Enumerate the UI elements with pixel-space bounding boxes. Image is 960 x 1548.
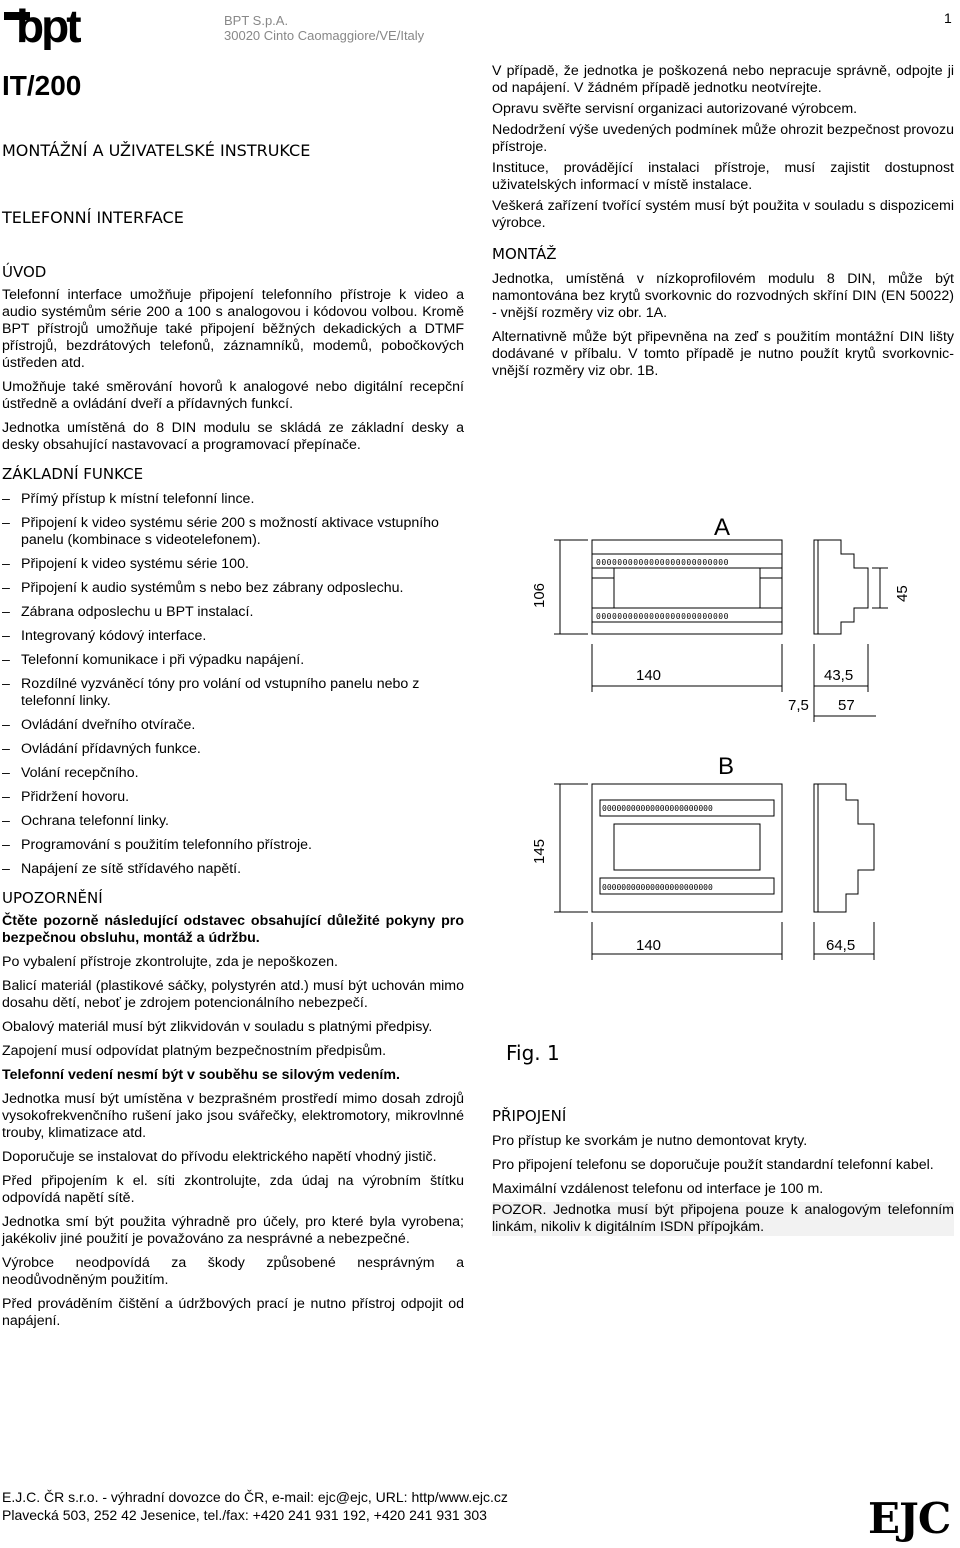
intro-paragraph: Jednotka umístěná do 8 DIN modulu se skládá ze základní desky a desky obsahující nastavovací a programovací přepínače. (2, 420, 464, 453)
dim-b-height: 145 (531, 838, 548, 864)
page-number: 1 (944, 10, 952, 26)
warning-paragraph: Jednotka smí být použita výhradně pro účely, pro které byla vyrobena; jakékoliv jiné použití je považováno za nesprávné a nebezpečné. (2, 1214, 464, 1247)
doc-title: MONTÁŽNÍ A UŽIVATELSKÉ INSTRUKCE (2, 141, 311, 160)
list-item: – Programování s použitím telefonního přístroje. (2, 837, 464, 854)
warning-paragraph: Před prováděním čištění a údržbových prací je nutno přístroj odpojit od napájení. (2, 1296, 464, 1329)
list-item: – Připojení k audio systémům s nebo bez zábrany odposlechu. (2, 580, 464, 597)
right-paragraph: Veškerá zařízení tvořící systém musí být použita v souladu s dispozicemi výrobce. (492, 198, 954, 231)
product-code: IT/200 (2, 70, 82, 101)
right-paragraph: Instituce, provádějící instalaci přístroje, musí zajistit dostupnost uživatelských informací v místě instalace. (492, 160, 954, 193)
connection-section (492, 1108, 954, 1243)
ejc-logo: EJC (868, 1494, 951, 1543)
functions-list (2, 491, 464, 878)
list-item: – Ovládání dveřního otvírače. (2, 717, 464, 734)
a-center-module (614, 568, 760, 608)
b-center-module (614, 824, 760, 870)
mounting-heading: MONTÁŽ (492, 245, 557, 263)
bpt-logo (2, 2, 102, 50)
connection-paragraph: Pro přístup ke svorkám je nutno demontovat kryty. (492, 1133, 808, 1149)
list-item: – Připojení k video systému série 200 s možností aktivace vstupního panelu (kombinace s videotelefonem). (2, 515, 464, 549)
a-dimensions (554, 540, 888, 722)
intro-paragraph: Telefonní interface umožňuje připojení telefonního přístroje k video a audio systémům série 200 a 100 s analogovou i kódovou volbou. Kromě BPT přístrojů umožňuje také připojení běžných dekadických a DTMF přístrojů, bezdrátových telefonů, záznamníků, modemů, pobočkových ústředen atd. (2, 287, 464, 371)
svg-text:0000000000000000000000000: 0000000000000000000000000 (596, 558, 729, 567)
list-item: – Rozdílné vyzváněcí tóny pro volání od vstupního panelu nebo z telefonní linky. (2, 676, 464, 710)
mounting-paragraph: Alternativně může být připevněna na zeď s použitím montážní DIN lišty dodávané v příbalu. V tomto případě je nutno použít krytů svorkovnic- vnější rozměry viz obr. 1B. (492, 329, 954, 379)
warning-paragraph: Jednotka musí být umístěna v bezprašném prostředí mimo dosah zdrojů vysokofrekvenčního rušení jako jsou svářečky, elektromotory, mikrovlnné trouby, klimatizace atd. (2, 1091, 464, 1141)
right-column-top (492, 63, 954, 387)
list-item: – Přidržení hovoru. (2, 789, 464, 806)
list-item: – Volání recepčního. (2, 765, 464, 782)
dim-rail-offset: 7,5 (788, 697, 809, 714)
left-column (2, 264, 464, 1337)
svg-text:0000000000000000000000000: 0000000000000000000000000 (596, 612, 729, 621)
list-item: – Ochrana telefonní linky. (2, 813, 464, 830)
connection-paragraph: Pro připojení telefonu se doporučuje použít standardní telefonní kabel. (492, 1157, 934, 1173)
right-paragraph: V případě, že jednotka je poškozená nebo nepracuje správně, odpojte ji od napájení. V žádném případě jednotku neotvírejte. (492, 63, 954, 96)
dim-b-depth: 64,5 (826, 937, 856, 954)
warning-paragraph: Po vybalení přístroje zkontrolujte, zda je nepoškozen. (2, 954, 338, 970)
intro-heading: ÚVOD (2, 263, 47, 281)
list-item: – Telefonní komunikace i při výpadku napájení. (2, 652, 464, 669)
figure-drawing (496, 440, 956, 1080)
company-address: 30020 Cinto Caomaggiore/VE/Italy (224, 28, 425, 43)
footer-line-2: Plavecká 503, 252 42 Jesenice, tel./fax: +420 241 931 192, +420 241 931 303 (2, 1507, 487, 1523)
footer-line-1: E.J.C. ČR s.r.o. - výhradní dovozce do ČR, e-mail: ejc@ejc, URL: http/www.ejc.cz (2, 1489, 508, 1505)
figure-b-side (814, 784, 874, 912)
dim-a-width: 140 (636, 667, 662, 684)
dim-b-width: 140 (636, 937, 662, 954)
right-paragraph: Opravu svěřte servisní organizaci autorizované výrobcem. (492, 101, 858, 117)
warning-paragraph: Obalový materiál musí být zlikvidován v souladu s platnými předpisy. (2, 1019, 433, 1035)
connection-warning: POZOR. Jednotka musí být připojena pouze k analogovým telefonním linkám, nikoliv k digitálním ISDN přípojkám. (492, 1202, 954, 1235)
warning-paragraph: Před připojením k el. síti zkontrolujte, zda údaj na výrobním štítku odpovídá napětí sítě. (2, 1173, 464, 1206)
warning-bold-line: Telefonní vedení nesmí být v souběhu se silovým vedením. (2, 1067, 400, 1083)
b-terminal-dots (602, 804, 713, 892)
mounting-paragraph: Jednotka, umístěná v nízkoprofilovém modulu 8 DIN, může být namontována bez krytů svorkovnic do rozvodných skříní DIN (EN 50022) - vnější rozměry viz obr. 1A. (492, 271, 954, 321)
connection-paragraph: Maximální vzdálenost telefonu od interface je 100 m. (492, 1181, 824, 1197)
svg-text:00000000000000000000000: 00000000000000000000000 (602, 804, 713, 813)
warning-paragraph: Balicí materiál (plastikové sáčky, polystyrén atd.) musí být uchován mimo dosahu dětí, neboť je zdrojem potencionálního nebezpečí. (2, 978, 464, 1011)
right-paragraph: Nedodržení výše uvedených podmínek může ohrozit bezpečnost provozu přístroje. (492, 122, 954, 155)
label-b: B (718, 753, 735, 780)
list-item: – Zábrana odposlechu u BPT instalací. (2, 604, 464, 621)
a-terminal-dots (596, 558, 729, 621)
warning-heading: UPOZORNĚNÍ (2, 889, 103, 907)
dim-a-height: 106 (531, 582, 548, 608)
warning-lead: Čtěte pozorně následující odstavec obsahující důležité pokyny pro bezpečnou obsluhu, montáž a údržbu. (2, 913, 464, 946)
label-a: A (714, 514, 731, 541)
figure-caption: Fig. 1 (506, 1041, 560, 1065)
logo-text: bpt (16, 2, 79, 50)
connection-heading: PŘIPOJENÍ (492, 1107, 567, 1125)
dim-a-side-depth: 43,5 (824, 667, 854, 684)
list-item: – Napájení ze sítě střídavého napětí. (2, 861, 464, 878)
dim-side-57: 57 (838, 697, 855, 714)
intro-paragraph: Umožňuje také směrování hovorů k analogové nebo digitální recepční ústředně a ovládání dveří a přídavných funkcí. (2, 379, 464, 412)
functions-heading: ZÁKLADNÍ FUNKCE (2, 465, 144, 483)
product-name: TELEFONNÍ INTERFACE (2, 208, 184, 227)
company-name: BPT S.p.A. (224, 13, 289, 28)
dim-a-side-height: 45 (894, 585, 911, 602)
list-item: – Připojení k video systému série 100. (2, 556, 464, 573)
list-item: – Integrovaný kódový interface. (2, 628, 464, 645)
warning-paragraph: Zapojení musí odpovídat platným bezpečnostním předpisům. (2, 1043, 387, 1059)
list-item: – Přímý přístup k místní telefonní lince. (2, 491, 464, 508)
warning-paragraph: Výrobce neodpovídá za škody způsobené nesprávným a neodůvodněným použitím. (2, 1255, 464, 1288)
warning-paragraph: Doporučuje se instalovat do přívodu elektrického napětí vhodný jistič. (2, 1149, 437, 1165)
figure-a-side (814, 540, 868, 634)
list-item: – Ovládání přídavných funkce. (2, 741, 464, 758)
dimension-figure (496, 440, 956, 1080)
svg-text:00000000000000000000000: 00000000000000000000000 (602, 883, 713, 892)
